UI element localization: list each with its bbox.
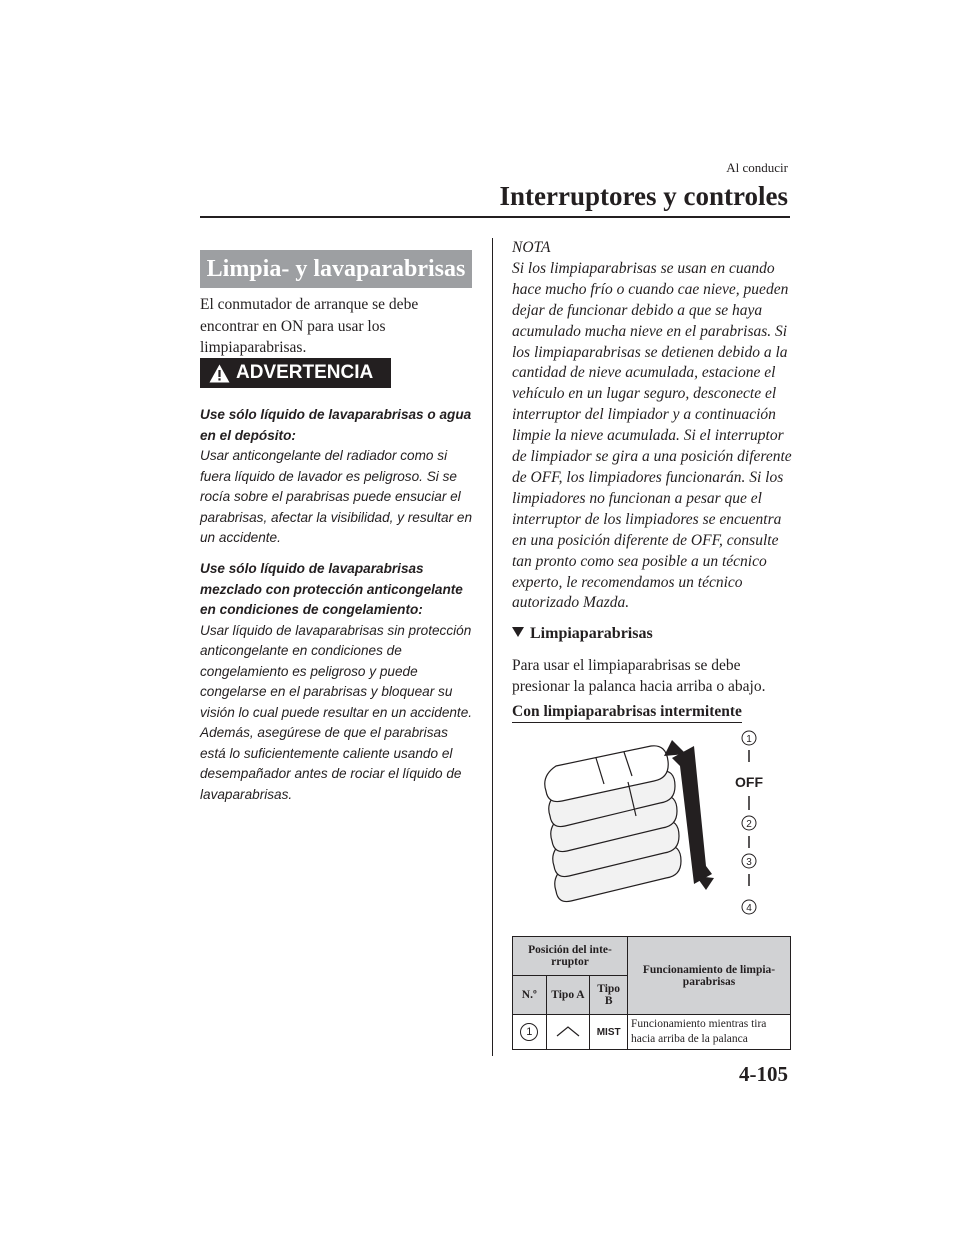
warning-banner: [200, 358, 391, 388]
position-label: 3: [746, 857, 752, 868]
header-position: Posición del inte-rruptor: [513, 937, 628, 976]
operation-text: Funcionamiento mientras tira hacia arriba de la palanca: [628, 1015, 791, 1050]
note-block: [512, 238, 794, 614]
warning-text: Usar líquido de lavaparabrisas sin protección anticongelante en condiciones de congelamiento es peligroso y puede congelarse en el parabrisas y bloquear su visión lo cual puede resultar en un accidente. Además, asegúrese de que el parabrisas está lo suficientemente caliente usando el desempañador antes de rociar el líquido de lavaparabrisas.: [200, 622, 473, 802]
wiper-single-icon: [554, 1024, 582, 1038]
topic-heading: Limpia- y lavaparabrisas: [200, 250, 472, 288]
position-label: 2: [746, 819, 752, 830]
subsection-title: Limpiaparabrisas: [530, 625, 653, 642]
position-number: 1: [520, 1023, 538, 1041]
wiper-lever-illustration: [536, 726, 786, 926]
column-divider: [492, 238, 493, 1056]
position-label: 1: [746, 734, 752, 745]
position-label: 4: [746, 903, 752, 914]
warning-title: Use sólo líquido de lavaparabrisas o agua en el depósito:: [200, 407, 472, 443]
warning-text: Usar anticongelante del radiador como si fuera líquido de lavador es peligroso. Si se rocía sobre el parabrisas puede ensuciar el parabrisas, afectar la visibilidad, y resultar en un accidente.: [200, 448, 473, 545]
warning-block-2: [200, 559, 475, 805]
intro-paragraph: El conmutador de arranque se debe encontrar en ON para usar los limpiaparabrisas.: [200, 296, 419, 356]
chapter-title: Al conducir: [726, 160, 788, 175]
note-label: NOTA: [512, 239, 551, 256]
triangle-bullet-icon: [512, 627, 524, 637]
section-title: Interruptores y controles: [499, 181, 788, 211]
warning-title: Use sólo líquido de lavaparabrisas mezclado con protección anticongelante en condiciones de congelamiento:: [200, 561, 463, 617]
header-type-a: Tipo A: [546, 976, 590, 1015]
mist-label: MIST: [590, 1015, 628, 1050]
subsection-heading: [512, 625, 653, 643]
table-row: [513, 1015, 791, 1050]
page-number: 4-105: [739, 1062, 788, 1086]
subsection-paragraph: Para usar el limpiaparabrisas se debe presionar la palanca hacia arriba o abajo.: [512, 657, 766, 695]
header-operation: Funcionamiento de limpia-parabrisas: [628, 937, 791, 1015]
mode-heading: Con limpiaparabrisas intermitente: [512, 703, 742, 723]
off-label: OFF: [735, 774, 763, 790]
header-no: N.º: [513, 976, 547, 1015]
header-type-b: Tipo B: [590, 976, 628, 1015]
warning-block-1: [200, 405, 475, 549]
warning-icon: [209, 364, 230, 383]
header-rule: [200, 216, 790, 218]
note-text: Si los limpiaparabrisas se usan en cuando hace mucho frío o cuando cae nieve, pueden dejar de funcionar debido a que se haya acumulado mucha nieve en el parabrisas. Si los limpiaparabrisas se detienen debido a la cantidad de nieve acumulada, estacione el vehículo en un lugar seguro, desconecte el interruptor del limpiador y a continuación limpie la nieve acumulada. Si el interruptor de limpiador se gira a una posición diferente de OFF, los limpiadores funcionarán. Si los limpiadores no funcionan a pesar que el interruptor de los limpiadores se encuentra en una posición diferente de OFF, consulte tan pronto como sea posible a un técnico experto, le recomendamos un técnico autorizado Mazda.: [512, 259, 792, 612]
wiper-position-table: [512, 936, 791, 1050]
warning-label: ADVERTENCIA: [236, 362, 374, 383]
